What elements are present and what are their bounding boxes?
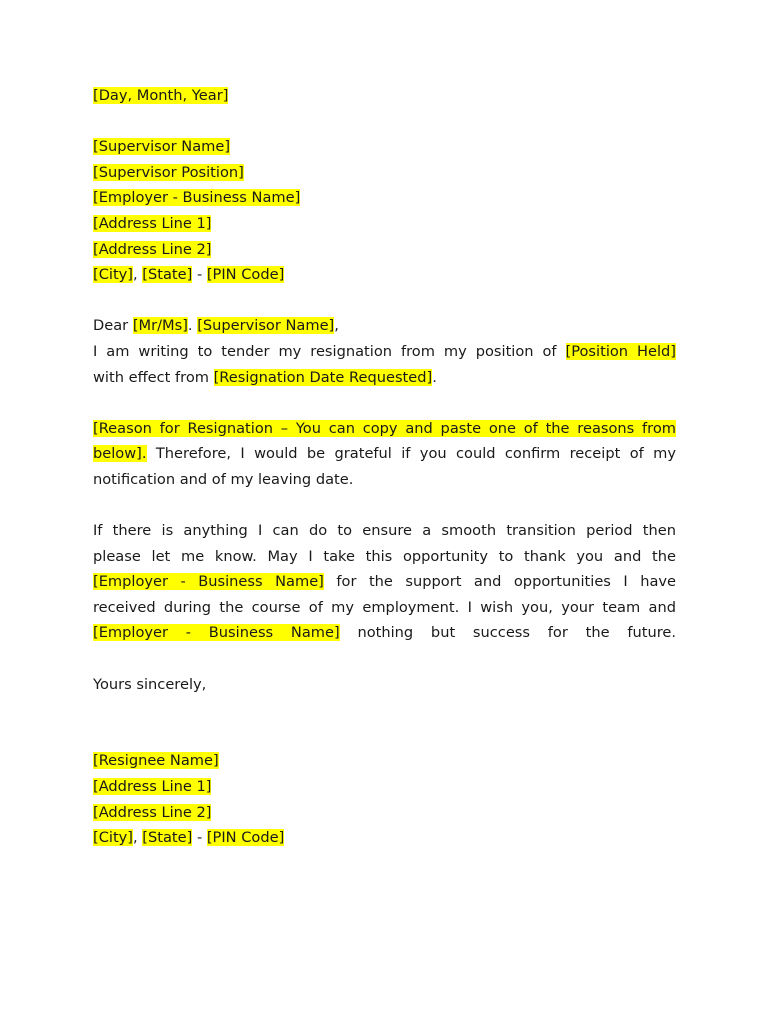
- recipient-block: [93, 134, 676, 288]
- sender-state[interactable]: [State]: [142, 829, 193, 847]
- para3-text-3: for the support and opportunities I have: [323, 573, 677, 591]
- para1-text-2: with effect from: [93, 368, 214, 386]
- para3-text-2: please let me know. May I take this opportunity to thank you and the: [93, 547, 676, 565]
- reason-placeholder-2[interactable]: below].: [93, 445, 147, 463]
- spacer: [93, 390, 676, 416]
- salutation-dot: .: [187, 317, 198, 335]
- spacer: [93, 723, 676, 749]
- salutation-title[interactable]: [Mr/Ms]: [132, 317, 188, 335]
- recipient-pin-code[interactable]: [PIN Code]: [206, 266, 285, 284]
- recipient-city-line: [93, 262, 676, 288]
- salutation-dear: Dear: [93, 317, 133, 335]
- sender-name[interactable]: [Resignee Name]: [93, 752, 219, 770]
- para2-text-2: notification and of my leaving date.: [93, 470, 354, 488]
- para1-end: .: [432, 368, 437, 386]
- sender-block: [93, 748, 676, 850]
- paragraph-intro: [93, 339, 676, 390]
- recipient-position[interactable]: [Supervisor Position]: [93, 163, 244, 181]
- closing-line: Yours sincerely,: [93, 675, 207, 693]
- recipient-employer[interactable]: [Employer - Business Name]: [93, 189, 301, 207]
- para1-text-1: I am writing to tender my resignation from my position of: [93, 342, 566, 360]
- paragraph-reason: [93, 416, 676, 493]
- employer-name-1[interactable]: [Employer - Business Name]: [93, 573, 324, 591]
- sender-city-line: [93, 825, 676, 851]
- salutation-name[interactable]: [Supervisor Name]: [197, 317, 335, 335]
- separator-dash: -: [192, 829, 207, 847]
- para3-text-1: If there is anything I can do to ensure a smooth transition period then: [93, 522, 676, 540]
- spacer: [93, 109, 676, 135]
- recipient-address-line-1[interactable]: [Address Line 1]: [93, 214, 212, 232]
- paragraph-transition: [93, 518, 676, 646]
- sender-address-line-2[interactable]: [Address Line 2]: [93, 803, 212, 821]
- spacer: [93, 646, 676, 672]
- resignation-date[interactable]: [Resignation Date Requested]: [213, 368, 433, 386]
- para2-text-1: Therefore, I would be grateful if you could confirm receipt of my: [146, 445, 676, 463]
- recipient-name[interactable]: [Supervisor Name]: [93, 138, 231, 156]
- para3-text-5: nothing but success for the future.: [339, 624, 676, 642]
- spacer: [93, 493, 676, 519]
- separator-dash: -: [192, 266, 207, 284]
- letter-document: [93, 83, 676, 851]
- separator-comma: ,: [133, 829, 143, 847]
- position-held[interactable]: [Position Held]: [565, 342, 676, 360]
- employer-name-2[interactable]: [Employer - Business Name]: [93, 624, 340, 642]
- spacer: [93, 288, 676, 314]
- salutation-line: [93, 313, 676, 339]
- recipient-city[interactable]: [City]: [93, 266, 133, 284]
- sender-city[interactable]: [City]: [93, 829, 133, 847]
- date-placeholder[interactable]: [Day, Month, Year]: [93, 87, 229, 104]
- sender-address-line-1[interactable]: [Address Line 1]: [93, 778, 212, 796]
- salutation-comma: ,: [334, 317, 339, 335]
- reason-placeholder-1[interactable]: [Reason for Resignation – You can copy and paste one of the reasons from: [93, 419, 676, 437]
- sender-pin-code[interactable]: [PIN Code]: [206, 829, 285, 847]
- date-line: [93, 83, 676, 109]
- spacer: [93, 697, 676, 723]
- recipient-state[interactable]: [State]: [142, 266, 193, 284]
- recipient-address-line-2[interactable]: [Address Line 2]: [93, 240, 212, 258]
- separator-comma: ,: [133, 266, 143, 284]
- para3-text-4: received during the course of my employment. I wish you, your team and: [93, 598, 676, 616]
